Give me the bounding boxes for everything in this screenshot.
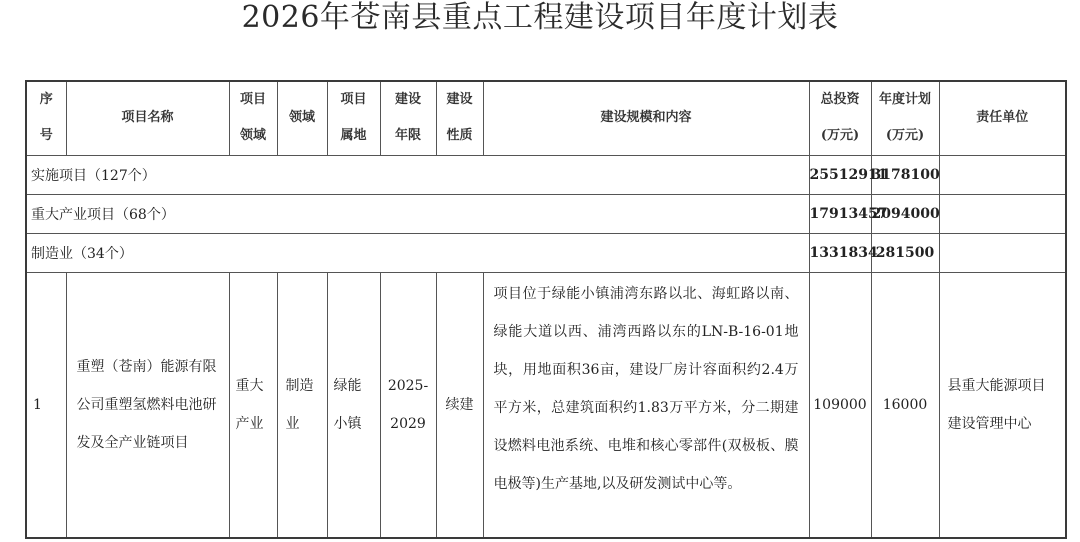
project-plan-table xyxy=(25,80,1067,539)
project-domain: 制造业 xyxy=(277,272,327,538)
project-nature: 续建 xyxy=(436,272,483,538)
header-content: 建设规模和内容 xyxy=(483,81,809,155)
header-name: 项目名称 xyxy=(66,81,229,155)
project-name: 重塑（苍南）能源有限公司重塑氢燃料电池研发及全产业链项目 xyxy=(66,272,229,538)
section-label: 制造业（34个） xyxy=(26,233,809,272)
header-owner: 责任单位 xyxy=(939,81,1066,155)
section-total-invest: 1331834 xyxy=(809,233,871,272)
project-total-invest: 109000 xyxy=(809,272,871,538)
header-annual-plan: 年度计划(万元) xyxy=(871,81,939,155)
section-label: 实施项目（127个） xyxy=(26,155,809,194)
table-header-row xyxy=(26,81,1066,155)
project-content: 项目位于绿能小镇浦湾东路以北、海虹路以南、绿能大道以西、浦湾西路以东的LN-B-16-01地块，用地面积36亩，建设厂房计容面积约2.4万平方米，总建筑面积约1.83万平方米，分二期建设燃料电池系统、电堆和核心零部件(双极板、膜电极等)生产基地,以及研发测试中心等。 xyxy=(483,272,809,538)
project-annual-plan: 16000 xyxy=(871,272,939,538)
header-field: 项目领域 xyxy=(229,81,277,155)
project-owner: 县重大能源项目建设管理中心 xyxy=(939,272,1066,538)
project-location: 绿能小镇 xyxy=(327,272,380,538)
section-annual-plan: 281500 xyxy=(871,233,939,272)
section-label: 重大产业项目（68个） xyxy=(26,194,809,233)
section-annual-plan: 3178100 xyxy=(871,155,939,194)
page-title: 2026年苍南县重点工程建设项目年度计划表 xyxy=(241,0,839,35)
project-period: 2025-2029 xyxy=(380,272,436,538)
table-row xyxy=(26,272,1066,538)
project-seq: 1 xyxy=(26,272,66,538)
header-total-invest: 总投资(万元) xyxy=(809,81,871,155)
header-seq: 序号 xyxy=(26,81,66,155)
header-period: 建设年限 xyxy=(380,81,436,155)
section-row-implementation xyxy=(26,155,1066,194)
section-row-major-industry xyxy=(26,194,1066,233)
section-total-invest: 25512911 xyxy=(809,155,871,194)
section-total-invest: 17913457 xyxy=(809,194,871,233)
section-owner-cell xyxy=(939,194,1066,233)
header-domain: 领域 xyxy=(277,81,327,155)
section-owner-cell xyxy=(939,233,1066,272)
section-annual-plan: 2094000 xyxy=(871,194,939,233)
section-owner-cell xyxy=(939,155,1066,194)
project-field: 重大产业 xyxy=(229,272,277,538)
section-row-manufacturing xyxy=(26,233,1066,272)
header-nature: 建设性质 xyxy=(436,81,483,155)
header-location: 项目属地 xyxy=(327,81,380,155)
